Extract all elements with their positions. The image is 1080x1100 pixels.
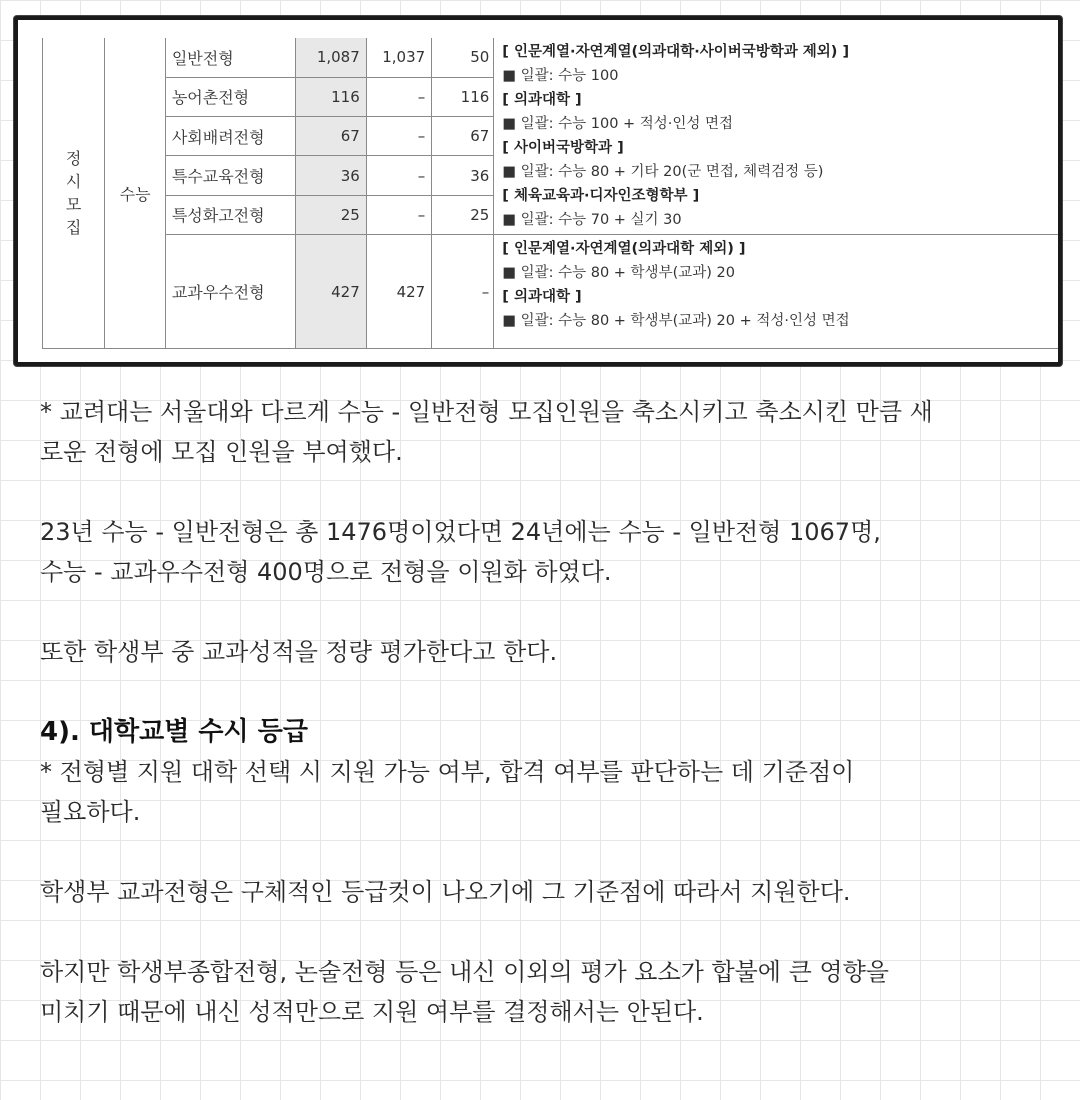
track-name: 사회배려전형 bbox=[165, 117, 295, 156]
track-count-a: – bbox=[366, 195, 431, 234]
track-total: 25 bbox=[295, 195, 366, 234]
description-cell-top bbox=[494, 38, 1058, 235]
track-name: 특성화고전형 bbox=[165, 195, 295, 234]
track-count-a: 1,037 bbox=[366, 38, 431, 77]
paragraph-line: 수능 - 교과우수전형 400명으로 전형을 이원화 하였다. bbox=[40, 558, 612, 586]
description-line: [ 의과대학 ] bbox=[502, 289, 582, 305]
admission-table-frame bbox=[14, 16, 1062, 366]
category-char: 시 bbox=[65, 172, 82, 191]
paragraph-line: * 교려대는 서울대와 다르게 수능 - 일반전형 모집인원을 축소시키고 축소시킨 만큼 새 bbox=[40, 398, 933, 426]
description-line: [ 인문계열·자연계열(의과대학·사이버국방학과 제외) ] bbox=[502, 44, 850, 60]
track-name: 농어촌전형 bbox=[165, 77, 295, 116]
track-total: 1,087 bbox=[295, 38, 366, 77]
track-count-b: – bbox=[432, 235, 494, 349]
track-count-b: 50 bbox=[432, 38, 494, 77]
track-count-b: 36 bbox=[432, 156, 494, 195]
category-char: 집 bbox=[65, 218, 82, 237]
table-row bbox=[43, 38, 1059, 77]
section-heading: 4). 대학교별 수시 등급 bbox=[40, 717, 308, 747]
table-row bbox=[43, 235, 1059, 349]
admission-table bbox=[42, 38, 1058, 349]
track-count-a: – bbox=[366, 77, 431, 116]
paragraph-line: * 전형별 지원 대학 선택 시 지원 가능 여부, 합격 여부를 판단하는 데 기준점이 bbox=[40, 758, 855, 786]
track-total: 427 bbox=[295, 235, 366, 349]
category-cell bbox=[43, 38, 105, 349]
track-name: 특수교육전형 bbox=[165, 156, 295, 195]
description-line: [ 사이버국방학과 ] bbox=[502, 140, 624, 156]
description-line: ■ 일괄: 수능 80 + 학생부(교과) 20 + 적성·인성 면접 bbox=[502, 313, 850, 329]
description-line: ■ 일괄: 수능 80 + 학생부(교과) 20 bbox=[502, 265, 735, 281]
track-count-b: 25 bbox=[432, 195, 494, 234]
track-count-b: 67 bbox=[432, 117, 494, 156]
description-line: [ 의과대학 ] bbox=[502, 92, 582, 108]
description-line: [ 인문계열·자연계열(의과대학 제외) ] bbox=[502, 241, 746, 257]
description-line: [ 체육교육과·디자인조형학부 ] bbox=[502, 188, 700, 204]
track-count-a: – bbox=[366, 117, 431, 156]
paragraph-line: 학생부 교과전형은 구체적인 등급컷이 나오기에 그 기준점에 따라서 지원한다. bbox=[40, 878, 851, 906]
track-total: 67 bbox=[295, 117, 366, 156]
category-char: 모 bbox=[65, 195, 82, 214]
paragraph-line: 필요하다. bbox=[40, 798, 141, 826]
paragraph-line: 로운 전형에 모집 인원을 부여했다. bbox=[40, 438, 403, 466]
subcategory-cell: 수능 bbox=[105, 38, 166, 349]
description-line: ■ 일괄: 수능 70 + 실기 30 bbox=[502, 212, 682, 228]
track-name: 일반전형 bbox=[165, 38, 295, 77]
description-cell-bottom bbox=[494, 235, 1058, 349]
paragraph-line: 23년 수능 - 일반전형은 총 1476명이었다면 24년에는 수능 - 일반전형 1067명, bbox=[40, 518, 881, 546]
track-total: 36 bbox=[295, 156, 366, 195]
track-name: 교과우수전형 bbox=[165, 235, 295, 349]
track-count-a: 427 bbox=[366, 235, 431, 349]
category-char: 정 bbox=[65, 149, 82, 168]
body-text bbox=[40, 392, 1050, 1032]
paragraph-line: 또한 학생부 중 교과성적을 정량 평가한다고 한다. bbox=[40, 638, 558, 666]
description-line: ■ 일괄: 수능 100 bbox=[502, 68, 619, 84]
track-count-a: – bbox=[366, 156, 431, 195]
track-count-b: 116 bbox=[432, 77, 494, 116]
description-line: ■ 일괄: 수능 80 + 기타 20(군 면접, 체력검정 등) bbox=[502, 164, 824, 180]
paragraph-line: 미치기 때문에 내신 성적만으로 지원 여부를 결정해서는 안된다. bbox=[40, 998, 704, 1026]
track-total: 116 bbox=[295, 77, 366, 116]
paragraph-line: 하지만 학생부종합전형, 논술전형 등은 내신 이외의 평가 요소가 합불에 큰 영향을 bbox=[40, 958, 889, 986]
description-line: ■ 일괄: 수능 100 + 적성·인성 면접 bbox=[502, 116, 734, 132]
